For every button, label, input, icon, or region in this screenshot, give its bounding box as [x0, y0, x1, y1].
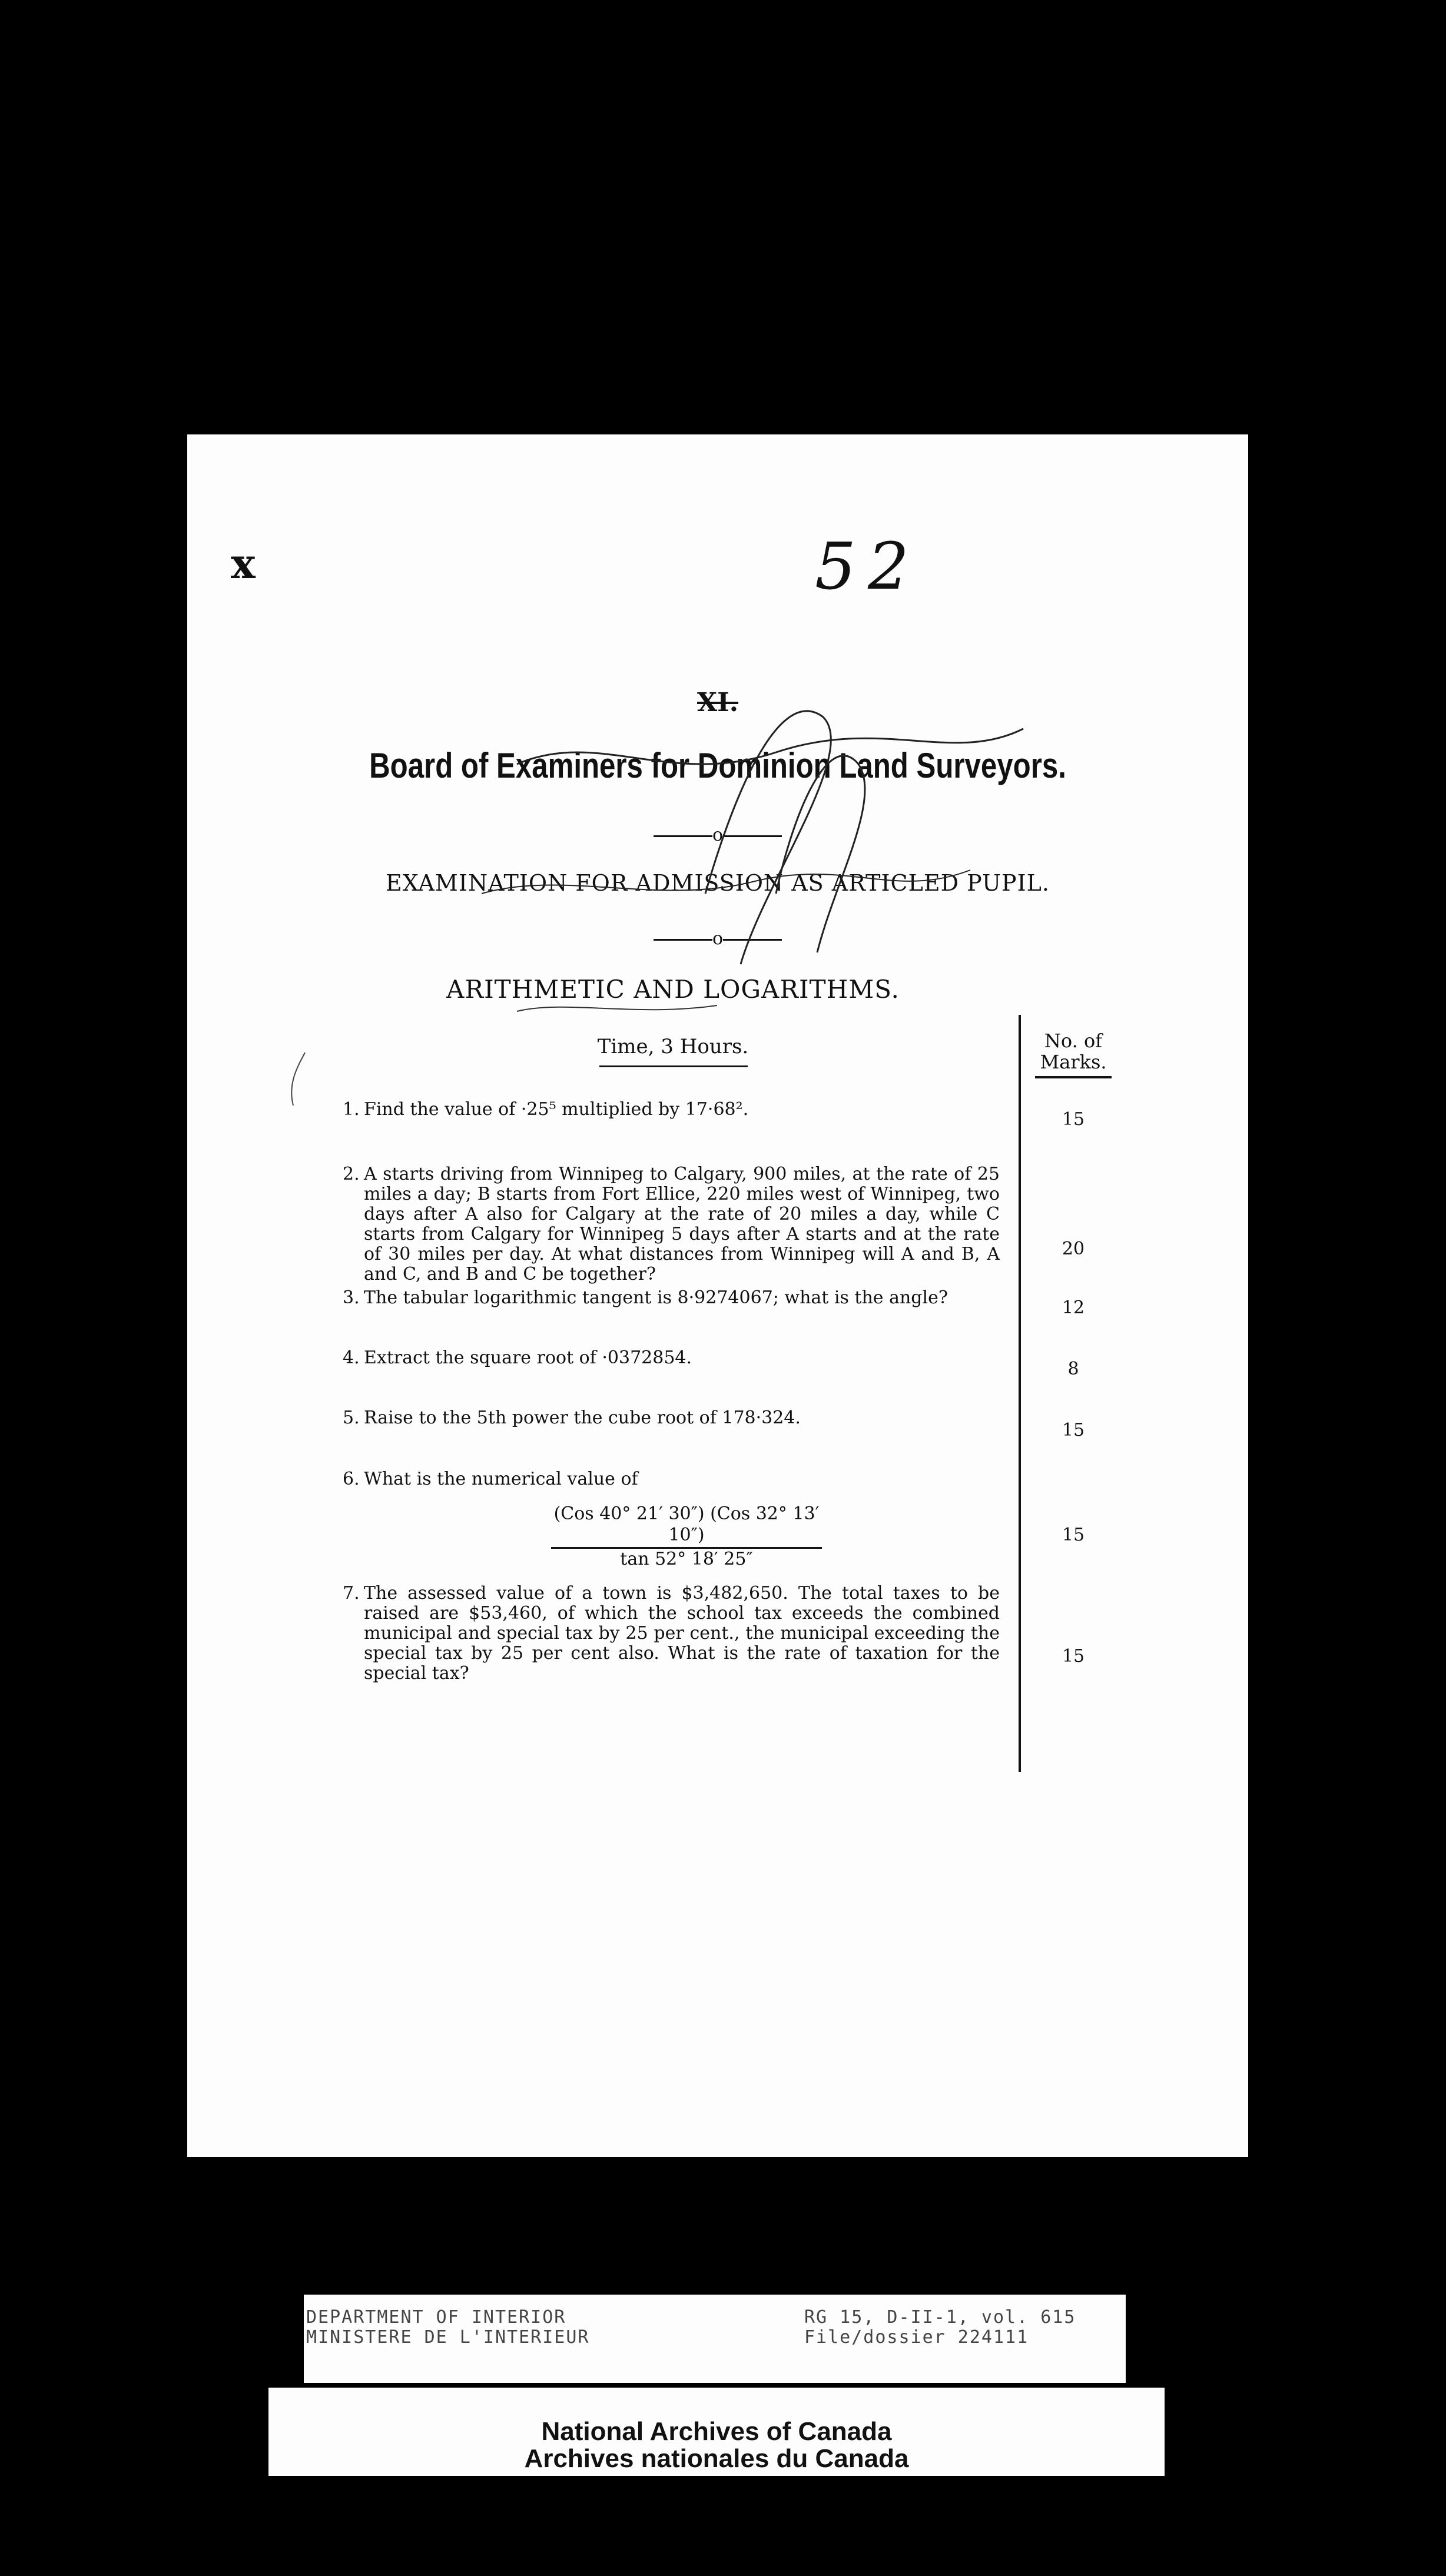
fraction-numerator: (Cos 40° 21′ 30″) (Cos 32° 13′ 10″): [551, 1503, 822, 1549]
exam-title: EXAMINATION FOR ADMISSION AS ARTICLED PUPIL.: [386, 870, 1050, 896]
corner-mark: x: [231, 539, 256, 588]
exam-page: [187, 434, 1248, 2157]
department-english: DEPARTMENT OF INTERIOR: [306, 2307, 566, 2328]
question-3-marks: 12: [1062, 1297, 1085, 1318]
board-title: Board of Examiners for Dominion Land Surveyors.: [369, 746, 1066, 785]
question-5-marks: 15: [1062, 1420, 1085, 1440]
question-number: 3.: [343, 1287, 360, 1308]
department-french: MINISTERE DE L'INTERIEUR: [306, 2327, 590, 2348]
subject-title: ARITHMETIC AND LOGARITHMS.: [446, 975, 900, 1004]
question-4-marks: 8: [1067, 1359, 1079, 1379]
handwritten-page-number: 52: [815, 529, 921, 604]
question-number: 6.: [343, 1469, 360, 1489]
question-text: Raise to the 5th power the cube root of 178·324.: [364, 1407, 801, 1428]
handwritten-scrawl: [187, 434, 1248, 1106]
divider-bottom: o: [187, 930, 1248, 948]
question-2: [343, 1164, 1000, 1284]
file-dossier-reference: File/dossier 224111: [804, 2327, 1029, 2348]
question-number: 5.: [343, 1407, 360, 1428]
record-group-reference: RG 15, D-II-1, vol. 615: [804, 2307, 1076, 2328]
question-text: Find the value of ·25⁵ multiplied by 17·68².: [364, 1099, 749, 1120]
time-allowed: Time, 3 Hours.: [597, 1035, 749, 1058]
divider-top: o: [187, 826, 1248, 844]
question-6-marks: 15: [1062, 1525, 1085, 1545]
question-text: Extract the square root of ·0372854.: [364, 1347, 692, 1368]
marks-heading-line1: No. of: [1044, 1030, 1103, 1052]
question-text: A starts driving from Winnipeg to Calgary, 900 miles, at the rate of 25 miles a day; B starts from Fort Ellice, 220 miles west of Winnipeg, two days after A also for Calgary at the rate of 20 miles a day, while C starts from Calgary for Winnipeg 5 days after A starts and at the rate of 30 miles per day. At what distances from Winnipeg will A and B, A and C, and B and C be together?: [364, 1164, 1000, 1284]
question-4: [343, 1347, 1000, 1368]
question-3: [343, 1287, 1000, 1308]
question-text: The assessed value of a town is $3,482,650. The total taxes to be raised are $53,460, of which the school tax exceeds the combined municipal and special tax by 25 per cent., the municipal exceeding the special tax by 25 per cent also. What is the rate of taxation for the special tax?: [364, 1583, 1000, 1684]
question-number: 4.: [343, 1347, 360, 1368]
marks-column-rule: [1019, 1015, 1021, 1772]
archives-name-label: [268, 2388, 1165, 2476]
question-6: [343, 1469, 1000, 1489]
question-number: 2.: [343, 1164, 360, 1184]
archives-name-english: National Archives of Canada: [541, 2417, 892, 2446]
question-2-marks: 20: [1062, 1239, 1085, 1259]
archives-name-french: Archives nationales du Canada: [524, 2444, 909, 2473]
question-number: 7.: [343, 1583, 360, 1604]
question-5: [343, 1407, 1000, 1428]
section-number: XI.: [697, 688, 739, 718]
question-7-marks: 15: [1062, 1646, 1085, 1667]
question-number: 1.: [343, 1099, 360, 1120]
question-7: [343, 1583, 1000, 1684]
marks-heading-line2: Marks.: [1040, 1051, 1107, 1073]
archive-reference-label: [304, 2295, 1126, 2383]
question-6-fraction: [551, 1503, 822, 1570]
fraction-denominator: tan 52° 18′ 25″: [620, 1549, 753, 1569]
question-text: The tabular logarithmic tangent is 8·9274067; what is the angle?: [364, 1287, 948, 1308]
question-1-marks: 15: [1062, 1109, 1085, 1130]
question-text: What is the numerical value of: [364, 1469, 638, 1489]
